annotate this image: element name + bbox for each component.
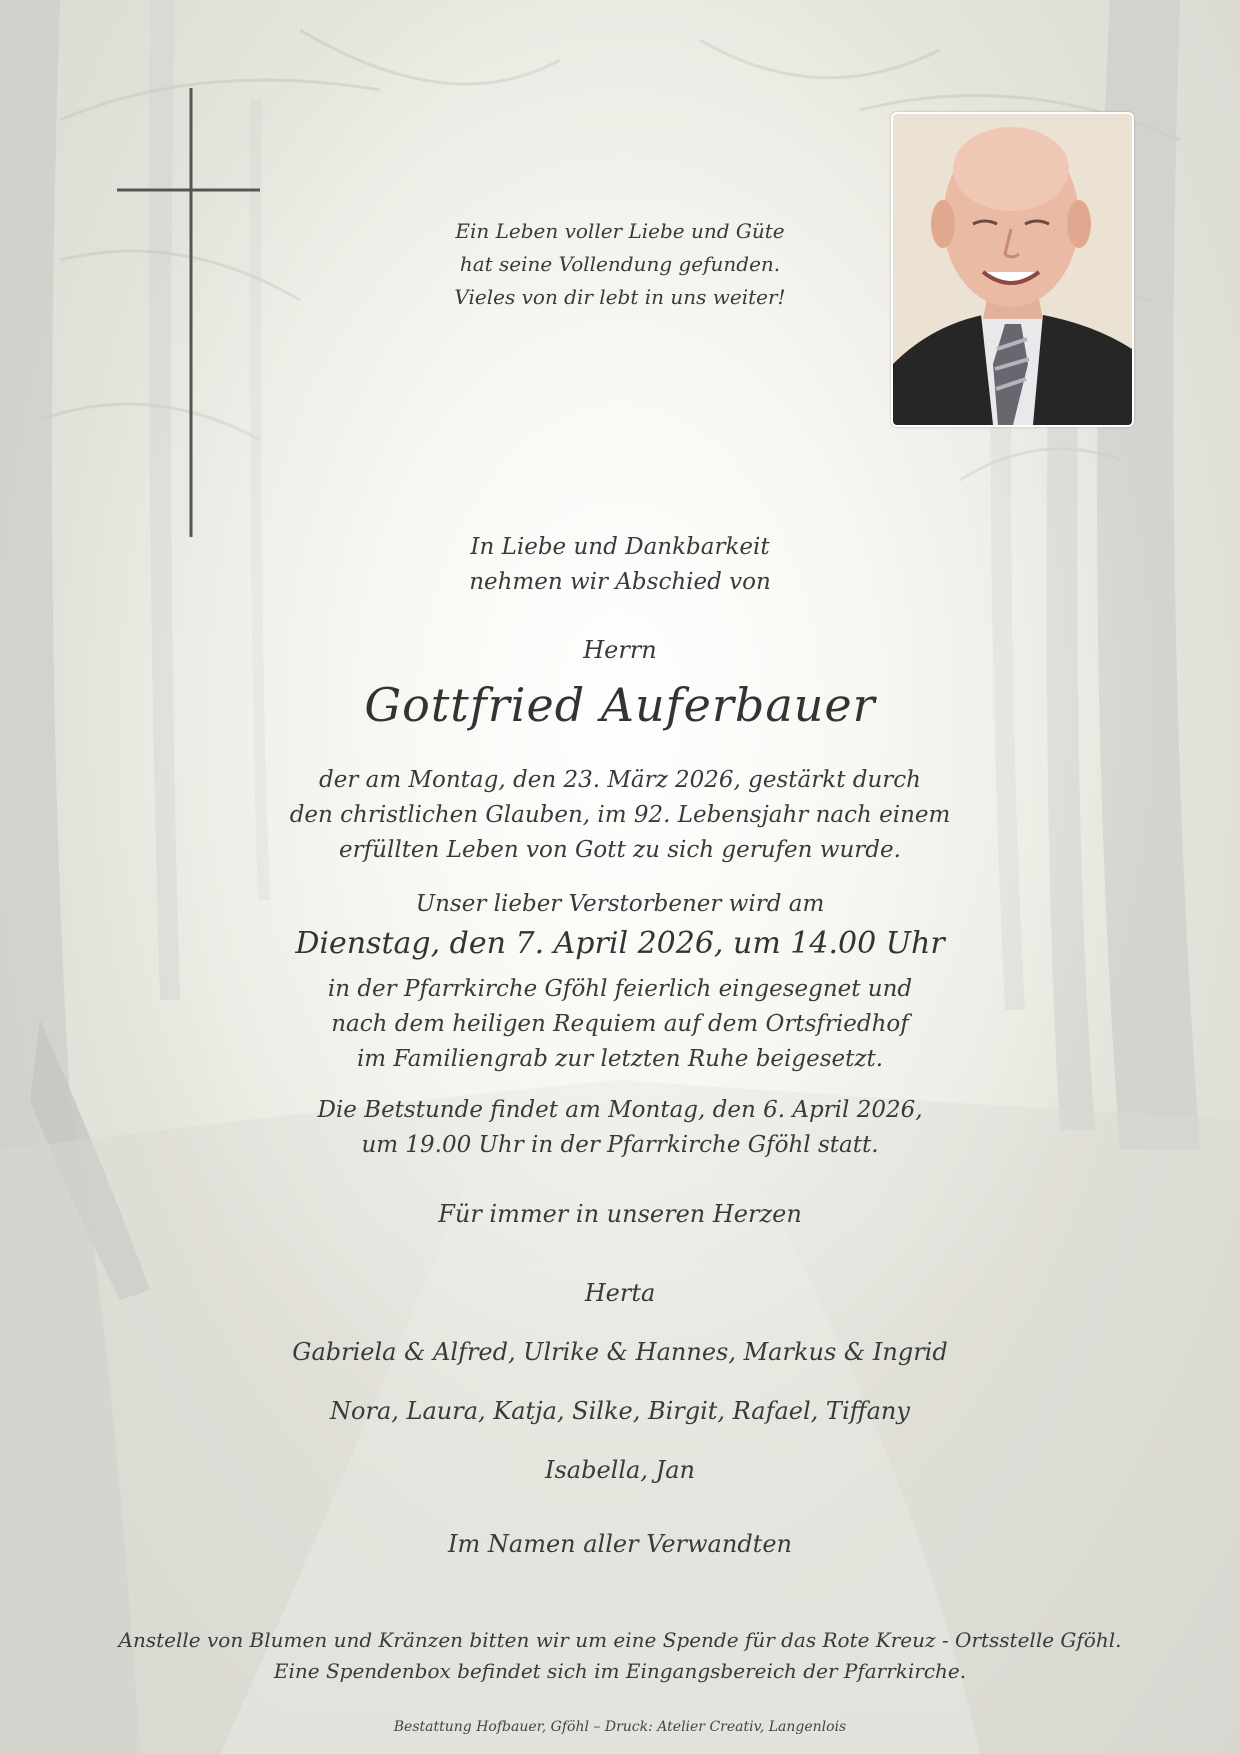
motto-line: Ein Leben voller Liebe und Güte [455, 219, 785, 243]
funeral-date: Dienstag, den 7. April 2026, um 14.00 Uhr [295, 926, 945, 961]
funeral-text-line: im Familiengrab zur letzten Ruhe beigesetzt. [356, 1046, 884, 1072]
funeral-text [0, 972, 1240, 1077]
family-spouse: Herta [584, 1279, 656, 1307]
donation-note-line: Eine Spendenbox befindet sich im Eingangsbereich der Pfarrkirche. [273, 1659, 967, 1683]
intro-line: nehmen wir Abschied von [469, 569, 771, 595]
intro-line: In Liebe und Dankbarkeit [470, 534, 770, 560]
death-text-line: der am Montag, den 23. März 2026, gestärkt durch [319, 767, 921, 793]
prayer-text-line: um 19.00 Uhr in der Pfarrkirche Gföhl statt. [361, 1132, 879, 1158]
funeral-text-line: nach dem heiligen Requiem auf dem Ortsfriedhof [331, 1011, 909, 1037]
motto-text [0, 215, 1240, 314]
death-notice-text [0, 763, 1240, 868]
deceased-name: Gottfried Auferbauer [364, 678, 876, 732]
death-text-line: erfüllten Leben von Gott zu sich gerufen wurde. [339, 837, 901, 863]
motto-line: Vieles von dir lebt in uns weiter! [454, 285, 786, 309]
closing-phrase: Für immer in unseren Herzen [438, 1200, 802, 1228]
salutation: Herrn [583, 636, 657, 664]
donation-note-line: Anstelle von Blumen und Kränzen bitten wir um eine Spende für das Rote Kreuz - Ortsstelle Gföhl. [118, 1628, 1122, 1652]
farewell-intro [0, 530, 1240, 600]
donation-note [0, 1625, 1240, 1687]
relatives-line: Im Namen aller Verwandten [448, 1530, 792, 1558]
family-great-grandchildren: Isabella, Jan [545, 1456, 695, 1484]
funeral-text-line: in der Pfarrkirche Gföhl feierlich eingesegnet und [327, 976, 913, 1002]
footer-credits: Bestattung Hofbauer, Gföhl – Druck: Atelier Creativ, Langenlois [393, 1719, 847, 1735]
motto-line: hat seine Vollendung gefunden. [459, 252, 781, 276]
death-text-line: den christlichen Glauben, im 92. Lebensjahr nach einem [289, 802, 951, 828]
family-grandchildren: Nora, Laura, Katja, Silke, Birgit, Rafael, Tiffany [330, 1397, 910, 1425]
family-children: Gabriela & Alfred, Ulrike & Hannes, Markus & Ingrid [292, 1338, 948, 1366]
funeral-intro: Unser lieber Verstorbener wird am [415, 891, 825, 917]
prayer-text-line: Die Betstunde findet am Montag, den 6. April 2026, [317, 1097, 923, 1123]
prayer-hour-text [0, 1093, 1240, 1163]
